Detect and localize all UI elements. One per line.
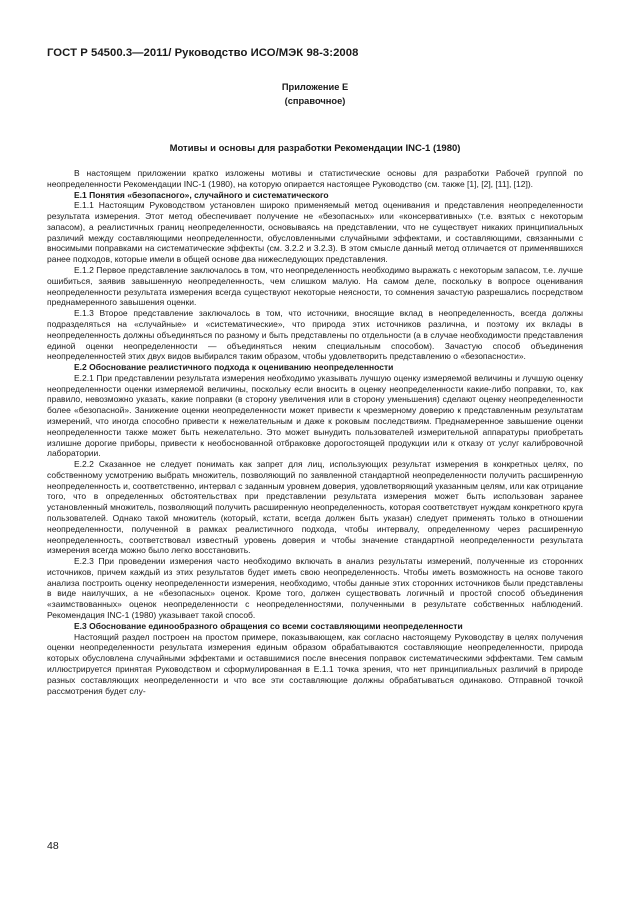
- section-heading-e1: Е.1 Понятия «безопасного», случайного и систематического: [74, 189, 329, 200]
- paragraph-e1-2: Е.1.2 Первое представление заключалось в том, что неопределенность необходимо выражать с некоторым запасом, т.е. лучше ошибиться, заявив завышенную неопределенность, чем слишком малую. На самом деле, поскольку в вопросе оценивания неопределенности результата измерения всегда существуют некоторые неясности, то сомнения зачастую разрешались посредством преднамеренного завышения оценки.: [47, 265, 583, 308]
- paragraph-e2-1: Е.2.1 При представлении результата измерения необходимо указывать лучшую оценку измеряемой величины и лучшую оценку неопределенности оценки измеряемой величины, поскольку если вносить в оценку неопределенности какие-либо поправки, то, как правило, невозможно указать, какие поправки (в сторону увеличения или в сторону уменьшения) сделают оценку неопределенности более «безопасной». Занижение оценки неопределенности может привести к чрезмерному доверию к представленным результатам измерений, что иногда способно привести к нежелательным и даже к роковым последствиям. Преднамеренное завышение оценки неопределенности также может быть нежелательно. Это может вынудить пользователей измерительной аппаратуры приобретать излишне дорогие приборы, привести к необоснованной отбраковке дорогостоящей продукции или к отказу от услуг калибровочной лаборатории.: [47, 372, 583, 459]
- paragraph-e3-1: Настоящий раздел построен на простом примере, показывающем, как согласно настоящему Руководству в целях получения оценки неопределенности результата измерения единым образом обрабатываются составляющие неопределенности, природа которых обусловлена случайными эффектами и оставшимися после внесения поправок систематическими эффектами. Тем самым иллюстрируется принятая Руководством и сформулированная в Е.1.1 точка зрения, что нет принципиальных различий в природе разных составляющих неопределенности и что все эти составляющие должны обрабатываться одинаково. Отправной точкой рассмотрения будет слу-: [47, 631, 583, 696]
- paragraph-e1-1: Е.1.1 Настоящим Руководством установлен широко применяемый метод оценивания и представления неопределенности результата измерения. Этот метод обеспечивает получение не «безопасных» или «консервативных» (т.е. взятых с некоторым запасом), а реалистичных границ неопределенности, основываясь на представлении, что не существует никаких принципиальных различий между составляющими неопределенности, обусловленными случайными эффектами, и составляющими, связанными с вносимыми поправками на систематические эффекты (см. 3.2.2 и 3.2.3). В этом смысле данный метод отличается от применявшихся ранее подходов, которые имели в общей основе два нижеследующих представления.: [47, 200, 583, 265]
- appendix-title: Приложение Е: [281, 82, 349, 92]
- paragraph-e2-2: Е.2.2 Сказанное не следует понимать как запрет для лиц, использующих результат измерения в конкретных целях, по собственному усмотрению выбрать множитель, позволяющий по заявленной стандартной неопределенности получить расширенную неопределенность и, соответственно, интервал с заданным уровнем доверия, удовлетворяющий указанным целям, или как отрицание того, что в определенных обстоятельствах при представлении результата измерения может быть использован заранее установленный множитель, позволяющий получить расширенную неопределенность, которая соответствует нуждам конкретного круга пользователей. Однако такой множитель (который, кстати, всегда должен быть указан) следует применять только в отношении неопределенности, полученной в рамках реалистичного подхода, чтобы интервалу, определенному через расширенную неопределенность, соответствовал известный уровень доверия и чтобы значение стандартной неопределенности результата измерения всегда можно было легко восстановить.: [47, 459, 583, 556]
- page-number: 48: [47, 840, 59, 852]
- intro-paragraph: В настоящем приложении кратко изложены мотивы и статистические основы для разработки Рабочей группой по неопределенности Рекомендации INC-1 (1980), на которую опирается настоящее Руководство (см. также [1], [2], [11], [12]).: [47, 168, 583, 189]
- paragraph-e2-3: Е.2.3 При проведении измерения часто необходимо включать в анализ результаты измерений, полученные из сторонних источников, причем каждый из этих результатов будет иметь свою неопределенность. Чтобы иметь возможность на основе такого анализа построить оценку неопределенности измерения, необходимо, чтобы данные этих сторонних источников были представлены в виде наилучших, а не «безопасных» оценок. Кроме того, должен существовать логичный и простой способ объединения «заимствованных» оценок неопределенности с неопределенностями, полученными в результате собственных наблюдений. Рекомендация INC-1 (1980) указывает такой способ.: [47, 556, 583, 621]
- appendix-subtitle: (справочное): [284, 95, 346, 106]
- paragraph-e1-3: Е.1.3 Второе представление заключалось в том, что источники, вносящие вклад в неопределенность, всегда должны подразделяться на «случайные» и «систематические», что природа этих источников различна, и поэтому их вклады в неопределенность должны объединяться по разному и быть представлены по отдельности (а в случае необходимости представления единой оценки неопределенности — объединяться неким специальным способом). Зачастую способ объединения неопределенностей этих двух видов выбирался таким образом, чтобы удовлетворить представлению о «безопасности».: [47, 308, 583, 362]
- section-heading-e2: Е.2 Обоснование реалистичного подхода к оцениванию неопределенности: [74, 362, 394, 373]
- section-heading-e3: Е.3 Обоснование единообразного обращения со всеми составляющими неопределенности: [74, 620, 463, 631]
- page-title: Мотивы и основы для разработки Рекомендации INC-1 (1980): [169, 143, 461, 154]
- document-header: ГОСТ Р 54500.3—2011/ Руководство ИСО/МЭК 98-3:2008: [47, 47, 359, 59]
- appendix-heading: [0, 81, 630, 108]
- document-body: [47, 168, 583, 696]
